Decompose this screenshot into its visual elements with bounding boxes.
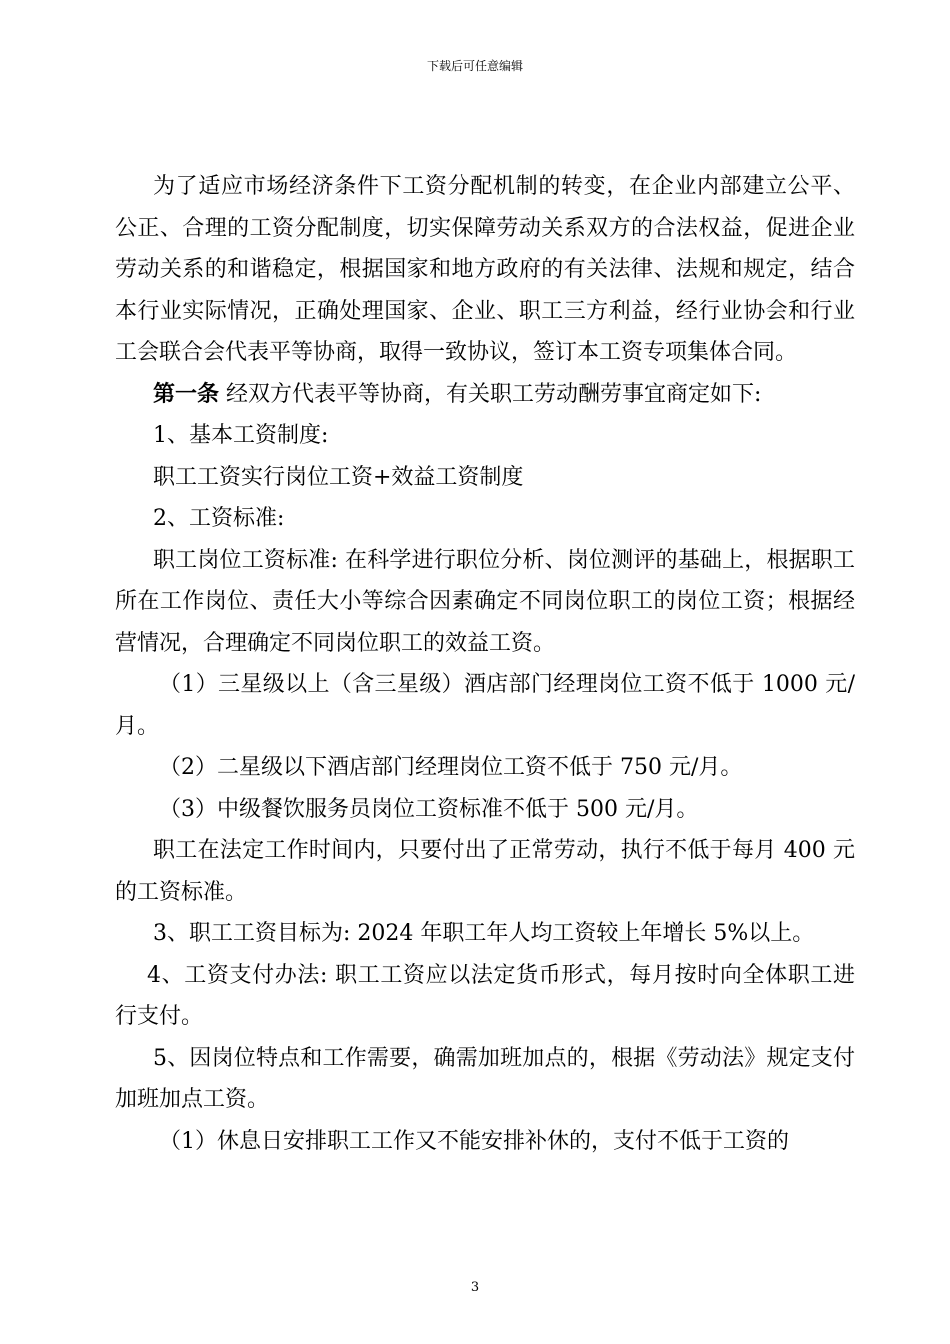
header-note: 下载后可任意编辑 — [426, 59, 523, 73]
item-4: 4、工资支付办法: 职工工资应以法定货币形式，每月按时向全体职工进行支付。 — [115, 962, 855, 1029]
item-2-text: 职工岗位工资标准: 在科学进行职位分析、岗位测评的基础上，根据职工所在工作岗位、责任大小等综合因素确定不同岗位职工的岗位工资；根据经营情况，合理确定不同岗位职工的效益工资。 — [115, 547, 855, 656]
item-2-sub-2: （2）二星级以下酒店部门经理岗位工资不低于 750 元/月。 — [159, 755, 743, 780]
item-1-text: 职工工资实行岗位工资+效益工资制度 — [153, 464, 524, 490]
page-number: 3 — [470, 1280, 480, 1295]
item-2-sub-3: （3）中级餐饮服务员岗位工资标准不低于 500 元/月。 — [159, 796, 699, 822]
item-2-sub-1: （1）三星级以上（含三星级）酒店部门经理岗位工资不低于 1000 元/月。 — [115, 672, 855, 739]
intro-paragraph: 为了适应市场经济条件下工资分配机制的转变，在企业内部建立公平、公正、合理的工资分配制度，切实保障劳动关系双方的合法权益，促进企业劳动关系的和谐稳定，根据国家和地方政府的有关法律、法规和规定，结合本行业实际情况，正确处理国家、企业、职工三方利益，经行业协会和行业工会联合会代表平等协商，取得一致协议，签订本工资专项集体合同。 — [115, 174, 855, 365]
item-2-title: 2、工资标准: — [153, 506, 285, 531]
item-1-title: 1、基本工资制度: — [153, 423, 329, 448]
article-1-label: 第一条 — [153, 380, 220, 407]
item-5: 5、因岗位特点和工作需要，确需加班加点的，根据《劳动法》规定支付加班加点工资。 — [115, 1045, 855, 1112]
document-body — [115, 166, 855, 1162]
article-1-text: 经双方代表平等协商，有关职工劳动酬劳事宜商定如下: — [219, 381, 762, 407]
item-2-minimum: 职工在法定工作时间内，只要付出了正常劳动，执行不低于每月 400 元的工资标准。 — [115, 838, 855, 905]
item-3: 3、职工工资目标为: 2024 年职工年人均工资较上年增长 5%以上。 — [153, 921, 815, 946]
article-1 — [115, 374, 855, 416]
item-5-sub-1: （1）休息日安排职工工作又不能安排补休的，支付不低于工资的 — [159, 1128, 789, 1154]
